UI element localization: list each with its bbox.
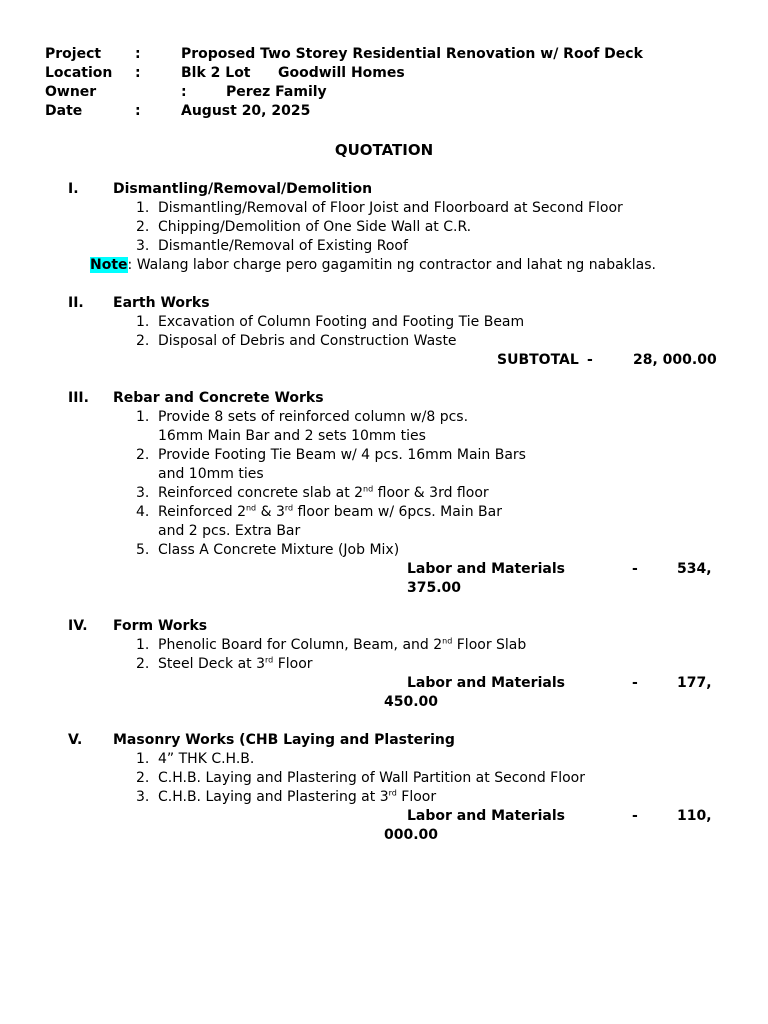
list-item: C.H.B. Laying and Plastering of Wall Partition at Second Floor [158,770,585,786]
list-item-continuation: and 2 pcs. Extra Bar [158,523,301,539]
total-value-part1: 110, [677,808,712,824]
list-item: Excavation of Column Footing and Footing Tie Beam [158,314,525,330]
item-number: 1. [136,409,150,425]
list-item-continuation: and 10mm ties [158,466,264,482]
total-dash: - [632,808,638,824]
item-number: 3. [136,485,150,501]
total-value-part1: 177, [677,675,712,691]
item-number: 2. [136,333,150,349]
item-number: 4. [136,504,150,520]
total-value-part2: 375.00 [407,580,462,596]
text-part: floor beam w/ 6pcs. Main Bar [293,504,502,520]
section-numeral: V. [68,732,83,748]
date-value: August 20, 2025 [181,103,311,119]
superscript: rd [265,655,274,665]
location-label: Location [45,65,113,81]
superscript: nd [245,503,257,513]
superscript: nd [363,484,374,494]
text-part: & 3 [256,504,285,520]
section-numeral: IV. [68,618,88,634]
item-number: 1. [136,751,150,767]
list-item: Dismantling/Removal of Floor Joist and Floorboard at Second Floor [158,200,623,216]
section-numeral: I. [68,181,79,197]
text-part: Reinforced 2 [158,504,246,520]
text-part: Steel Deck at 3 [158,656,266,672]
total-value-part1: 534, [677,561,712,577]
list-item: Class A Concrete Mixture (Job Mix) [158,542,400,558]
document-title: QUOTATION [334,141,434,159]
section-numeral: III. [68,390,89,406]
total-dash: - [632,561,638,577]
subtotal-dash: - [587,352,593,368]
item-number: 1. [136,314,150,330]
text-part: Floor [396,789,437,805]
item-number: 2. [136,656,150,672]
owner-label: Owner [45,84,97,100]
list-item [158,655,313,673]
subtotal-value: 28, 000.00 [633,352,717,368]
project-value: Proposed Two Storey Residential Renovation w/ Roof Deck [181,46,643,62]
total-dash: - [632,675,638,691]
item-number: 5. [136,542,150,558]
section-title: Earth Works [113,295,210,311]
list-item [158,484,489,502]
list-item: Provide 8 sets of reinforced column w/8 pcs. [158,409,469,425]
text-part: Floor Slab [452,637,527,653]
text-part: Phenolic Board for Column, Beam, and 2 [158,637,443,653]
total-label: Labor and Materials [407,808,565,824]
section-title: Dismantling/Removal/Demolition [113,181,373,197]
total-value-part2: 450.00 [384,694,439,710]
location-value-subdivision: Goodwill Homes [278,65,405,81]
note-label: Note [90,257,128,273]
list-item [158,636,526,654]
superscript: nd [442,636,453,646]
total-label: Labor and Materials [407,675,565,691]
owner-colon: : [181,84,187,100]
superscript: rd [388,788,397,798]
note-text: : Walang labor charge pero gagamitin ng contractor and lahat ng nabaklas. [127,257,656,273]
section-title: Form Works [113,618,208,634]
list-item: Disposal of Debris and Construction Waste [158,333,457,349]
item-number: 2. [136,447,150,463]
owner-value: Perez Family [226,84,327,100]
section-title: Rebar and Concrete Works [113,390,324,406]
item-number: 3. [136,238,150,254]
total-value-part2: 000.00 [384,827,439,843]
location-value-lot: Blk 2 Lot [181,65,251,81]
project-colon: : [135,46,141,62]
note [90,256,656,274]
list-item [158,788,436,806]
text-part: Reinforced concrete slab at 2 [158,485,364,501]
list-item-continuation: 16mm Main Bar and 2 sets 10mm ties [158,428,426,444]
list-item: Chipping/Demolition of One Side Wall at C.R. [158,219,472,235]
text-part: floor & 3rd floor [373,485,489,501]
section-title: Masonry Works (CHB Laying and Plastering [113,732,455,748]
section-numeral: II. [68,295,84,311]
list-item: 4” THK C.H.B. [158,751,255,767]
list-item: Dismantle/Removal of Existing Roof [158,238,408,254]
text-part: Floor [273,656,313,672]
item-number: 2. [136,770,150,786]
item-number: 1. [136,637,150,653]
total-label: Labor and Materials [407,561,565,577]
item-number: 3. [136,789,150,805]
project-label: Project [45,46,102,62]
item-number: 2. [136,219,150,235]
location-colon: : [135,65,141,81]
date-colon: : [135,103,141,119]
item-number: 1. [136,200,150,216]
superscript: rd [284,503,294,513]
subtotal-label: SUBTOTAL [497,352,579,368]
date-label: Date [45,103,83,119]
list-item: Provide Footing Tie Beam w/ 4 pcs. 16mm Main Bars [158,447,526,463]
text-part: C.H.B. Laying and Plastering at 3 [158,789,389,805]
list-item [158,503,502,521]
